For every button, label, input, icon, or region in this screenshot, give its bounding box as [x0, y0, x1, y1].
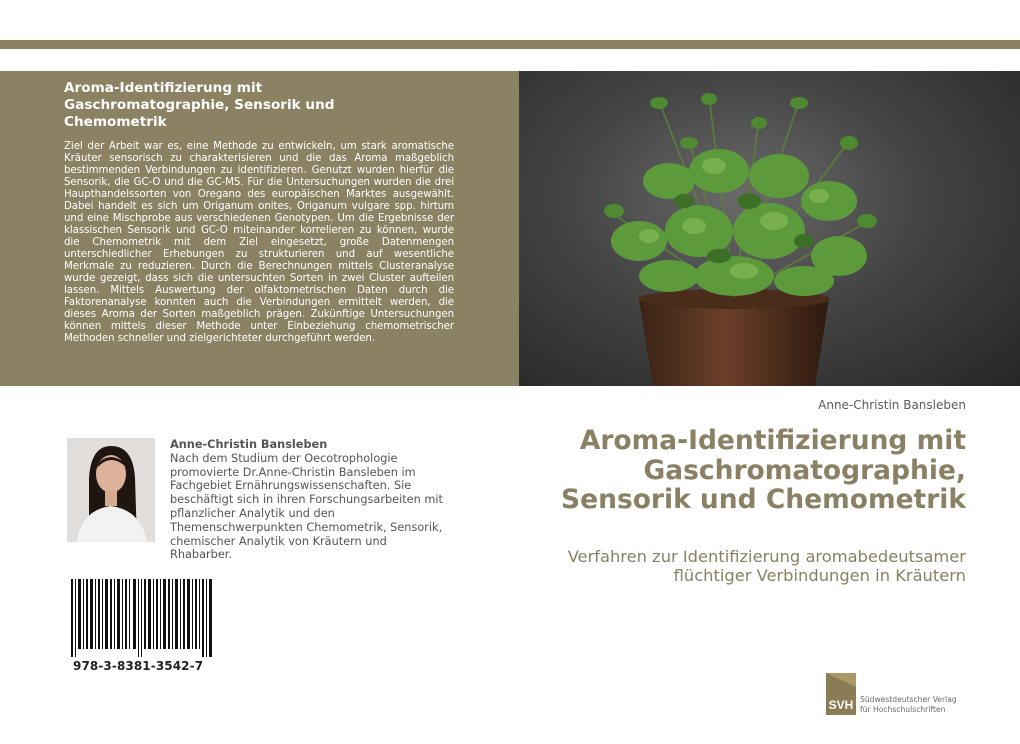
back-cover-panel	[0, 71, 519, 386]
author-bio	[170, 438, 450, 562]
publisher-name	[860, 695, 957, 715]
back-cover-title: Aroma-Identifizierung mit Gaschromatographie, Sensorik und Chemometrik	[64, 80, 335, 130]
front-cover-title: Aroma-Identifizierung mit Gaschromatographie, Sensorik und Chemometrik	[561, 425, 966, 515]
oregano-plant-photo	[519, 71, 1020, 386]
publisher-name-line1: Südwestdeutscher Verlag	[860, 695, 957, 704]
top-stripe	[0, 40, 1020, 49]
front-cover-subtitle: Verfahren zur Identifizierung aromabedeutsamer flüchtiger Verbindungen in Kräutern	[567, 547, 966, 585]
isbn-number: 978-3-8381-3542-7	[73, 659, 204, 673]
svh-logo-icon	[826, 673, 856, 715]
svg-text:SVH: SVH	[828, 698, 854, 712]
front-cover-author: Anne-Christin Bansleben	[818, 398, 966, 412]
oregano-plant-illustration	[519, 71, 1020, 386]
author-bio-name: Anne-Christin Bansleben	[170, 438, 328, 451]
author-portrait	[67, 438, 155, 542]
publisher-name-line2: für Hochschulschriften	[860, 705, 946, 714]
publisher-logo	[826, 673, 966, 717]
author-bio-text: Nach dem Studium der Oecotrophologie promovierte Dr.Anne-Christin Bansleben im Fachgebiet Ernährungswissenschaften. Sie beschäftigt sich in ihren Forschungsarbeiten mit pflanzlicher Analytik und den Themenschwerpunkten Chemometrik, Sensorik, chemischer Analytik von Kräutern und Rhabarber.	[170, 451, 443, 562]
back-cover-blurb: Ziel der Arbeit war es, eine Methode zu entwickeln, um stark aromatische Kräuter sensorisch zu charakterisieren und die das Aroma maßgeblich bestimmenden Verbindungen zu identifizieren. Genutzt wurden hierfür die Sensorik, die GC-O und die GC-MS. Für die Untersuchungen wurden die drei Haupthandelssorten von Oregano des europäischen Marktes ausgewählt. Dabei handelt es sich um Origanum onites, Origanum vulgare spp. hirtum und eine Mischprobe aus verschiedenen Genotypen. Um die Ergebnisse der klassischen Sensorik und GC-O miteinander korrelieren zu können, wurde die Chemometrik mit dem Ziel eingesetzt, große Datenmengen unterschiedlicher Erhebungen zu strukturieren und auf wesentliche Merkmale zu reduzieren. Durch die Berechnungen mittels Clusteranalyse wurde gezeigt, dass sich die untersuchten Sorten in zwei Cluster aufteilen lassen. Mittels Auswertung der olfaktometrischen Daten durch die Faktorenanalyse konnten auch die Verbindungen ermittelt werden, die dieses Aroma der Sorten maßgeblich prägen. Zukünftige Untersuchungen können mittels dieser Methode unter Einbeziehung chemometrischer Methoden schneller und zielgerichteter durchgeführt werden.	[64, 141, 454, 344]
isbn-barcode	[71, 579, 212, 657]
